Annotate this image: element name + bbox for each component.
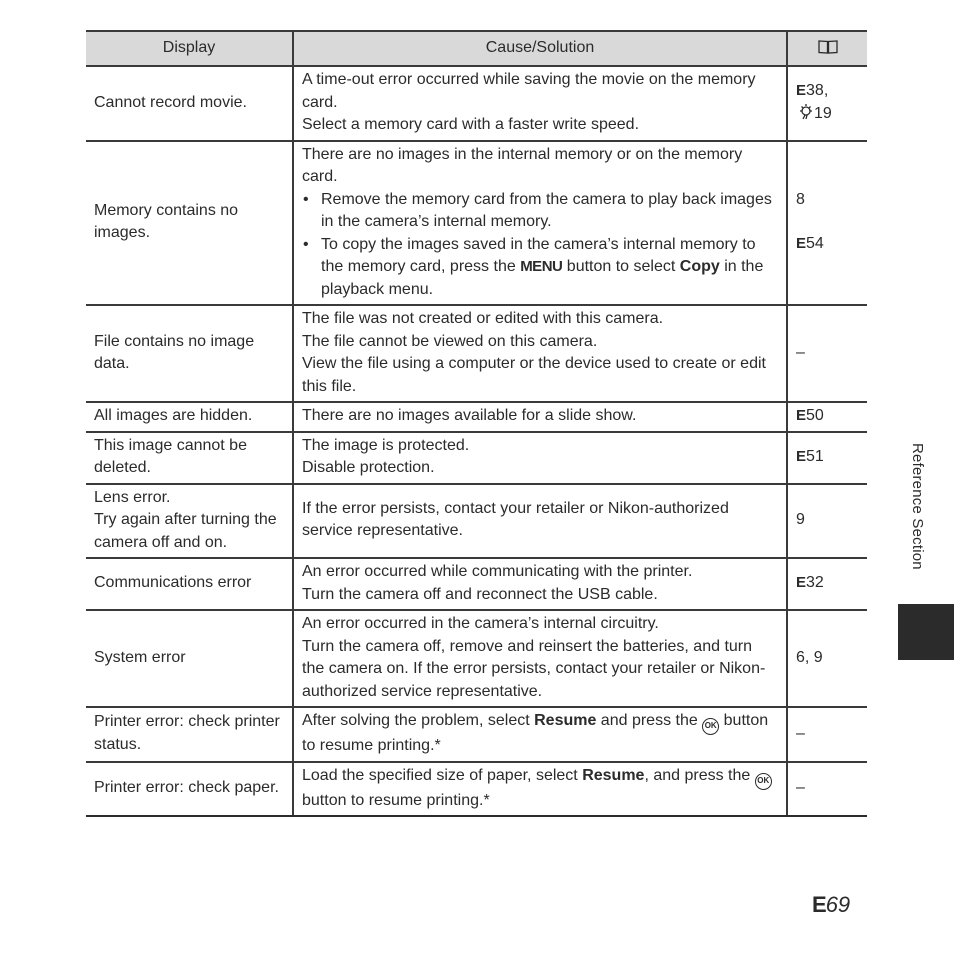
table-header-row [86,31,867,66]
reference-entry [796,509,859,532]
spacer [796,211,859,233]
cause-text-part: Load the specified size of paper, select [302,766,583,784]
cause-text-part: After solving the problem, select [302,712,535,729]
cause-text: An error occurred while communicating with the printer. [302,563,693,580]
cell-display [86,66,293,141]
display-text: System error [94,648,186,666]
error-message-table [86,30,867,817]
menu-option-resume: Resume [582,766,645,784]
cause-text: Disable protection. [302,459,435,476]
reference-entry [796,80,859,103]
cell-reference [787,402,867,432]
cell-display [86,141,293,306]
reference-page: 54 [806,235,824,253]
e-ref-icon: E [796,82,806,100]
cell-cause-solution [293,707,787,762]
cell-reference [787,305,867,402]
cause-text [302,710,778,758]
cell-display [86,610,293,707]
e-ref-icon: E [796,447,806,465]
table-row [86,402,867,432]
cause-text: The file was not created or edited with this camera. [302,310,664,327]
cell-cause-solution [293,558,787,610]
menu-button-icon: MENU [520,258,563,275]
cause-text: Turn the camera off, remove and reinsert the batteries, and turn the camera on. If the error persists, contact your retailer or Nikon-authorized service representative. [302,637,766,700]
header-display: Display [86,31,293,66]
cell-cause-solution [293,141,787,306]
cell-display [86,762,293,817]
reference-entry [796,446,859,469]
page-number-value: 69 [825,892,851,917]
e-ref-icon: E [796,407,806,424]
cause-text: View the file using a computer or the device used to create or edit this file. [302,355,766,395]
table-row [86,66,867,141]
bullet-text: in the playback menu. [321,258,764,298]
reference-page: 51 [806,447,824,465]
bullet-text: To copy the images saved in the camera’s internal memory to the memory card, press the [321,235,756,275]
reference-page: – [796,343,805,361]
section-tab-marker [898,604,954,660]
reference-page: – [796,779,805,796]
bullet-text: button to select [562,258,680,275]
cause-text: An error occurred in the camera’s internal circuitry. [302,615,659,632]
book-icon [818,40,838,54]
bullet-item: • Remove the memory card from the camera to play back images in the camera’s internal memory. [302,189,778,234]
cause-text: There are no images in the internal memory or on the memory card. [302,145,743,185]
cause-text-part: button to resume printing.* [302,791,490,809]
reference-entry [796,572,859,595]
cell-display [86,305,293,402]
table-row [86,610,867,707]
cell-cause-solution [293,402,787,432]
table-row [86,762,867,817]
e-ref-icon: E [796,235,806,253]
menu-option-resume: Resume [534,712,597,729]
display-text: Printer error: check paper. [94,779,279,796]
reference-entry [796,723,859,746]
reference-page: – [796,724,805,742]
cell-display [86,558,293,610]
cause-text-part: , and press the [644,766,755,784]
display-text: Cannot record movie. [94,93,247,111]
cell-reference [787,558,867,610]
cause-text: The image is protected. [302,436,470,454]
table-row [86,432,867,484]
cell-reference [787,610,867,707]
header-cause-solution: Cause/Solution [293,31,787,66]
display-text: File contains no image data. [94,332,255,372]
reference-entry [796,233,859,256]
cell-cause-solution [293,66,787,141]
cell-cause-solution [293,484,787,559]
reference-entry [796,405,859,428]
cell-reference [787,762,867,817]
cause-text: The file cannot be viewed on this camera. [302,332,598,350]
cell-cause-solution [293,305,787,402]
cause-text-part: and press the [596,712,703,729]
menu-option-copy: Copy [679,258,720,275]
cause-text [302,765,778,813]
cause-text: A time-out error occurred while saving the movie on the memory card. [302,71,756,111]
reference-page: 6, 9 [796,648,823,666]
cell-reference [787,484,867,559]
cell-display [86,432,293,484]
reference-entry [796,777,859,800]
display-text: All images are hidden. [94,407,253,424]
e-ref-icon: E [812,892,825,917]
display-text: Memory contains no images. [94,201,239,242]
cause-text-part: button to resume printing.* [302,712,769,754]
ok-button-icon: OK [702,718,719,735]
e-ref-icon: E [796,574,806,592]
reference-page: 38, [806,82,829,100]
cause-text: Select a memory card with a faster write speed. [302,116,640,133]
table-row [86,558,867,610]
reference-page: 9 [796,511,805,528]
cell-cause-solution [293,762,787,817]
reference-page: 50 [806,407,824,424]
cell-reference [787,707,867,762]
table-row [86,141,867,306]
reference-entry [796,103,859,126]
cell-reference [787,66,867,141]
table-row [86,305,867,402]
reference-entry [796,189,859,212]
table-row [86,707,867,762]
cell-cause-solution [293,610,787,707]
cell-reference [787,141,867,306]
header-reference [787,31,867,66]
display-text: Lens error. [94,488,171,506]
bullet-item [302,234,778,302]
display-text: Communications error [94,574,252,592]
cell-display [86,402,293,432]
reference-entry [796,342,859,365]
reference-page: 19 [814,104,832,122]
cause-text: Turn the camera off and reconnect the USB cable. [302,585,658,603]
cell-display [86,707,293,762]
display-text: This image cannot be deleted. [94,436,247,476]
cause-text: If the error persists, contact your retailer or Nikon-authorized service representative. [302,499,729,540]
display-text: Printer error: check printer status. [94,713,280,753]
cell-cause-solution [293,432,787,484]
ok-button-icon: OK [755,773,772,790]
reference-page: 8 [796,190,805,208]
table-row [86,484,867,559]
page-number [812,892,850,918]
cell-display [86,484,293,559]
cause-text: There are no images available for a slide show. [302,407,637,424]
reference-page: 32 [806,574,824,592]
cell-reference [787,432,867,484]
reference-entry [796,647,859,670]
section-side-label: Reference Section [909,443,926,570]
tip-icon [796,103,814,121]
display-text: Try again after turning the camera off and on. [94,511,277,551]
